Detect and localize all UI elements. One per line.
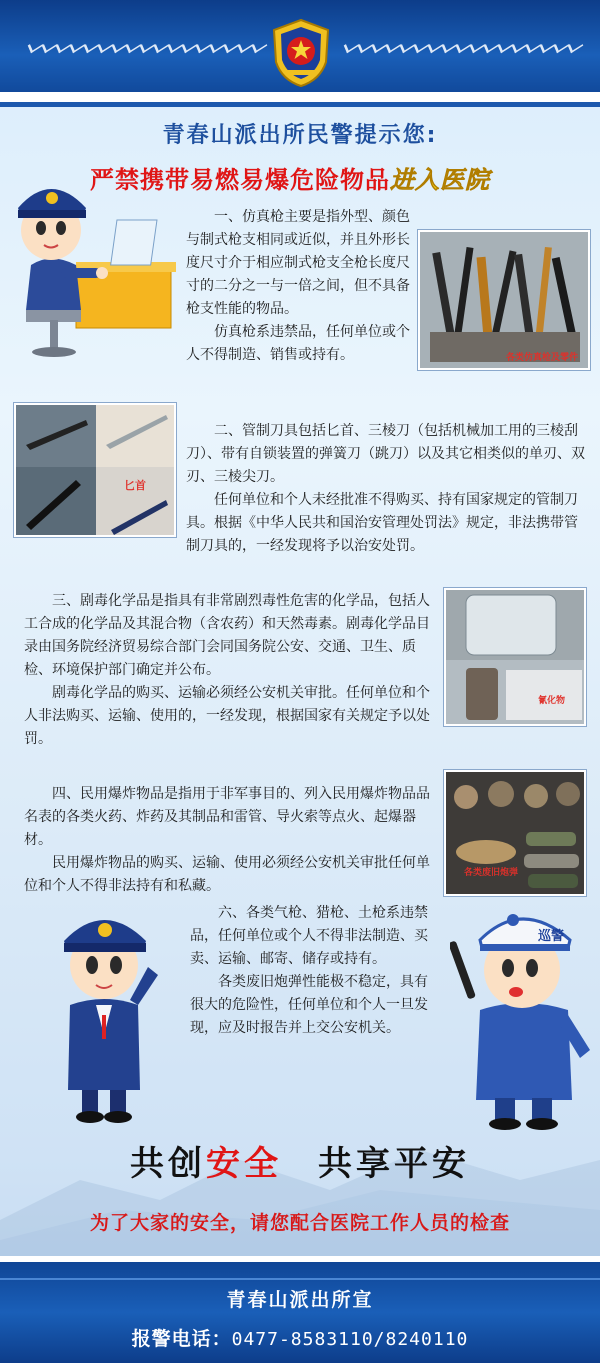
- section-explosives-rule: 民用爆炸物品的购买、运输、使用必须经公安机关审批任何单位和个人不得非法持有和私藏。: [24, 855, 430, 894]
- section-replica-guns-rule: 仿真枪系违禁品，任何单位或个人不得制造、销售或持有。: [186, 324, 410, 363]
- police-emblem-icon: [270, 18, 332, 88]
- hotline-number: 0477-8583110/8240110: [231, 1329, 469, 1350]
- section-airguns-rule: 各类废旧炮弹性能极不稳定，具有很大的危险性，任何单位和个人一旦发现，应及时报告并上交公安机关。: [190, 974, 428, 1036]
- main-slogan: [0, 1136, 600, 1185]
- controlled-knives-caption: 匕首: [124, 479, 146, 492]
- hotline-label: 报警电话：: [131, 1328, 232, 1350]
- header-banner: [0, 0, 600, 100]
- controlled-knives-illustration: [16, 405, 176, 537]
- section-airguns: [190, 902, 440, 1040]
- right-wing-decoration: [346, 40, 581, 54]
- traffic-badge-text: 巡警: [538, 929, 565, 944]
- footer-stripe: [0, 1278, 600, 1280]
- header-blue-stripe: [0, 102, 600, 107]
- slogan-part2: 安全: [206, 1144, 282, 1184]
- header-white-band: [0, 92, 600, 102]
- cyanide-photo: [444, 588, 586, 726]
- left-wing-decoration: [30, 40, 265, 54]
- section-airguns-definition: 六、各类气枪、猎枪、土枪系违禁品，任何单位或个人不得非法制造、买卖、运输、邮寄、储存或持有。: [190, 905, 428, 967]
- controlled-knives-photo: [14, 403, 176, 537]
- replica-guns-caption: 各类仿真枪及零件: [506, 353, 579, 363]
- replica-guns-photo: [418, 230, 590, 370]
- section-toxic-chemicals-rule: 剧毒化学品的购买、运输必须经公安机关审批。任何单位和个人非法购买、运输、使用的，一经发现，根据国家有关规定予以处罚。: [24, 685, 430, 747]
- slogan-part1: 共创: [130, 1144, 206, 1184]
- section-explosives-definition: 四、民用爆炸物品是指用于非军事目的、列入民用爆炸物品品名表的各类火药、炸药及其制品和雷管、导火索等点火、起爆器材。: [24, 786, 430, 848]
- cyanide-caption: 氰化物: [538, 696, 566, 706]
- hotline: [0, 1324, 600, 1351]
- section-toxic-chemicals-definition: 三、剧毒化学品是指具有非常剧烈毒性危害的化学品，包括人工合成的化学品及其混合物（含农药）和天然毒素。剧毒化学品目录由国务院经济贸易综合部门会同国务院公安、交通、卫生、质检、环境保护部门确定并公布。: [24, 593, 430, 678]
- section-replica-guns: [186, 206, 414, 367]
- old-shells-caption: 各类废旧炮弹: [464, 868, 519, 878]
- police-officer-desk-cartoon: [6, 170, 176, 360]
- section-controlled-knives-rule: 任何单位和个人未经批准不得购买、持有国家规定的管制刀具。根据《中华人民共和国治安管理处罚法》规定，非法携带管制刀具的，一经发现将予以治安处罚。: [186, 492, 578, 554]
- issuer-name: 青春山派出所宣: [226, 1289, 374, 1311]
- warning-headline-main: 严禁携带易燃易爆危险物品: [90, 166, 390, 194]
- section-controlled-knives: [186, 420, 586, 558]
- section-toxic-chemicals: [24, 590, 436, 751]
- section-replica-guns-definition: 一、仿真枪主要是指外型、颜色与制式枪支相同或近似，并且外形长度尺寸介于相应制式枪支全枪长度尺寸的二分之一与一倍之间，但不具备枪支性能的物品。: [186, 209, 410, 317]
- slogan-part3: 共享平安: [318, 1144, 470, 1184]
- section-explosives: [24, 783, 436, 898]
- section-controlled-knives-definition: 二、管制刀具包括匕首、三棱刀（包括机械加工用的三棱刮刀）、带有自锁装置的弹簧刀（跳刀）以及其它相类似的单刃、双刃、三棱尖刀。: [186, 423, 585, 485]
- warning-headline-accent: 进入医院: [390, 166, 490, 194]
- page-title: 青春山派出所民警提示您:: [162, 123, 438, 148]
- security-check-notice: 为了大家的安全，请您配合医院工作人员的检查: [89, 1212, 510, 1234]
- old-shells-photo: [444, 770, 586, 896]
